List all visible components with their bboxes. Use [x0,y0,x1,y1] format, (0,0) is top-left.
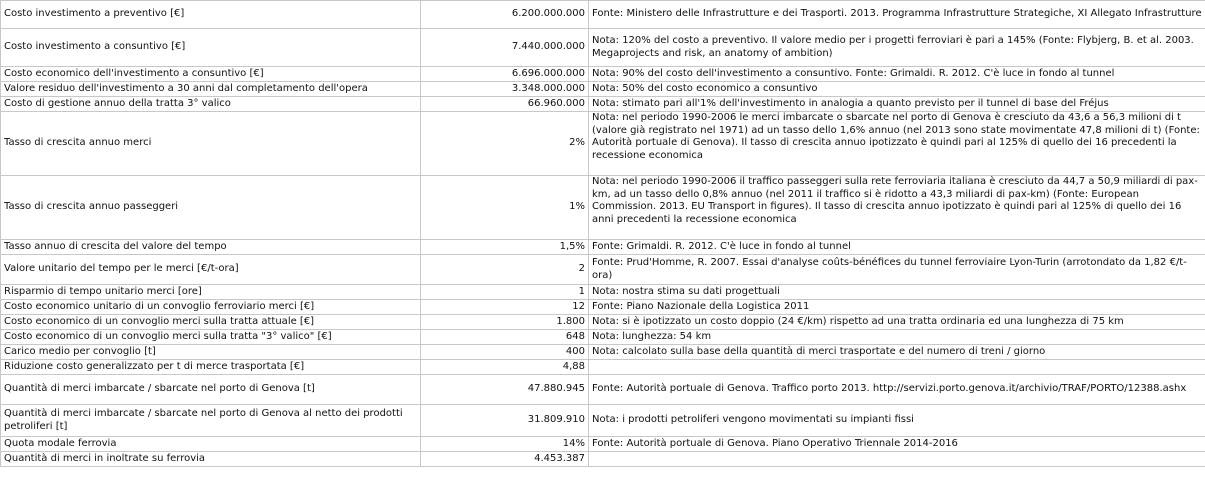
row-value[interactable]: 400 [421,345,589,360]
row-note[interactable]: Nota: nel periodo 1990-2006 le merci imbarcate o sbarcate nel porto di Genova è cresciuto da 43,6 a 56,3 milioni di t (valore già registrato nel 1971) ad un tasso dello 1,6% annuo (nel 2013 sono state movimentate 47,8 milioni di t) (Fonte: Autorità portuale di Genova). Il tasso di crescita annuo ipotizzato è quindi pari al 125% di quello dei 16 precedenti la recessione economica [589,112,1205,176]
row-value[interactable]: 47.880.945 [421,375,589,405]
row-label[interactable]: Costo economico unitario di un convoglio ferroviario merci [€] [1,300,421,315]
row-note[interactable]: Nota: i prodotti petroliferi vengono movimentati su impianti fissi [589,405,1205,437]
table-row [1,330,1205,345]
row-note[interactable]: Nota: lunghezza: 54 km [589,330,1205,345]
table-row [1,67,1205,82]
row-note[interactable]: Fonte: Autorità portuale di Genova. Traffico porto 2013. http://servizi.porto.genova.it/archivio/TRAF/PORTO/12388.ashx [589,375,1205,405]
row-note[interactable]: Nota: calcolato sulla base della quantità di merci trasportate e del numero di treni / giorno [589,345,1205,360]
table-row [1,437,1205,452]
row-value[interactable]: 1.800 [421,315,589,330]
row-value[interactable]: 1 [421,285,589,300]
row-value[interactable]: 4.453.387 [421,452,589,467]
row-value[interactable]: 4,88 [421,360,589,375]
row-label[interactable]: Quantità di merci imbarcate / sbarcate nel porto di Genova al netto dei prodotti petroliferi [t] [1,405,421,437]
row-note[interactable] [589,360,1205,375]
row-note[interactable]: Nota: 120% del costo a preventivo. Il valore medio per i progetti ferroviari è pari a 145% (Fonte: Flybjerg, B. et al. 2003. Megaprojects and risk, an anatomy of ambition) [589,29,1205,67]
row-value[interactable]: 1% [421,176,589,240]
table-row [1,405,1205,437]
row-note[interactable]: Fonte: Ministero delle Infrastrutture e dei Trasporti. 2013. Programma Infrastrutture Strategiche, XI Allegato Infrastrutture [589,1,1205,29]
row-value[interactable]: 648 [421,330,589,345]
row-value[interactable]: 14% [421,437,589,452]
row-label[interactable]: Quota modale ferrovia [1,437,421,452]
row-note[interactable]: Nota: nostra stima su dati progettuali [589,285,1205,300]
table-row [1,360,1205,375]
table-row [1,82,1205,97]
row-label[interactable]: Risparmio di tempo unitario merci [ore] [1,285,421,300]
row-label[interactable]: Tasso annuo di crescita del valore del tempo [1,240,421,255]
row-value[interactable]: 6.200.000.000 [421,1,589,29]
table-row [1,1,1205,29]
row-note[interactable]: Nota: 90% del costo dell'investimento a consuntivo. Fonte: Grimaldi. R. 2012. C'è luce in fondo al tunnel [589,67,1205,82]
row-note[interactable]: Fonte: Autorità portuale di Genova. Piano Operativo Triennale 2014-2016 [589,437,1205,452]
row-label[interactable]: Costo economico di un convoglio merci sulla tratta "3° valico" [€] [1,330,421,345]
row-label[interactable]: Tasso di crescita annuo merci [1,112,421,176]
table-row [1,300,1205,315]
row-value[interactable]: 2 [421,255,589,285]
row-label[interactable]: Carico medio per convoglio [t] [1,345,421,360]
row-value[interactable]: 3.348.000.000 [421,82,589,97]
row-label[interactable]: Valore unitario del tempo per le merci [€/t-ora] [1,255,421,285]
row-label[interactable]: Costo economico dell'investimento a consuntivo [€] [1,67,421,82]
table-row [1,375,1205,405]
table-row [1,112,1205,176]
table-row [1,255,1205,285]
row-value[interactable]: 66.960.000 [421,97,589,112]
row-value[interactable]: 12 [421,300,589,315]
row-value[interactable]: 7.440.000.000 [421,29,589,67]
table-row [1,97,1205,112]
row-label[interactable]: Riduzione costo generalizzato per t di merce trasportata [€] [1,360,421,375]
row-note[interactable]: Nota: 50% del costo economico a consuntivo [589,82,1205,97]
row-note[interactable]: Fonte: Prud'Homme, R. 2007. Essai d'analyse coûts-bénéfices du tunnel ferroviaire Lyon-Turin (arrotondato da 1,82 €/t-ora) [589,255,1205,285]
row-label[interactable]: Costo investimento a consuntivo [€] [1,29,421,67]
row-label[interactable]: Valore residuo dell'investimento a 30 anni dal completamento dell'opera [1,82,421,97]
row-label[interactable]: Quantità di merci in inoltrate su ferrovia [1,452,421,467]
table-row [1,176,1205,240]
row-note[interactable]: Nota: stimato pari all'1% dell'investimento in analogia a quanto previsto per il tunnel di base del Fréjus [589,97,1205,112]
row-note[interactable] [589,452,1205,467]
row-label[interactable]: Costo investimento a preventivo [€] [1,1,421,29]
row-value[interactable]: 2% [421,112,589,176]
row-note[interactable]: Fonte: Piano Nazionale della Logistica 2011 [589,300,1205,315]
row-label[interactable]: Quantità di merci imbarcate / sbarcate nel porto di Genova [t] [1,375,421,405]
row-value[interactable]: 6.696.000.000 [421,67,589,82]
row-value[interactable]: 1,5% [421,240,589,255]
table-row [1,315,1205,330]
row-label[interactable]: Costo di gestione annuo della tratta 3° valico [1,97,421,112]
row-note[interactable]: Nota: nel periodo 1990-2006 il traffico passeggeri sulla rete ferroviaria italiana è cresciuto da 44,7 a 50,9 miliardi di pax-km, ad un tasso dello 0,8% annuo (nel 2011 il traffico si è ridotto a 43,3 miliardi di pax-km) (Fonte: European Commission. 2013. EU Transport in figures). Il tasso di crescita annuo ipotizzato è quindi pari al 125% di quello dei 16 anni precedenti la recessione economica [589,176,1205,240]
table-row [1,29,1205,67]
row-note[interactable]: Fonte: Grimaldi. R. 2012. C'è luce in fondo al tunnel [589,240,1205,255]
row-label[interactable]: Tasso di crescita annuo passeggeri [1,176,421,240]
table-row [1,285,1205,300]
table-row [1,345,1205,360]
table-row [1,452,1205,467]
row-label[interactable]: Costo economico di un convoglio merci sulla tratta attuale [€] [1,315,421,330]
row-note[interactable]: Nota: si è ipotizzato un costo doppio (24 €/km) rispetto ad una tratta ordinaria ed una lunghezza di 75 km [589,315,1205,330]
row-value[interactable]: 31.809.910 [421,405,589,437]
table-row [1,240,1205,255]
